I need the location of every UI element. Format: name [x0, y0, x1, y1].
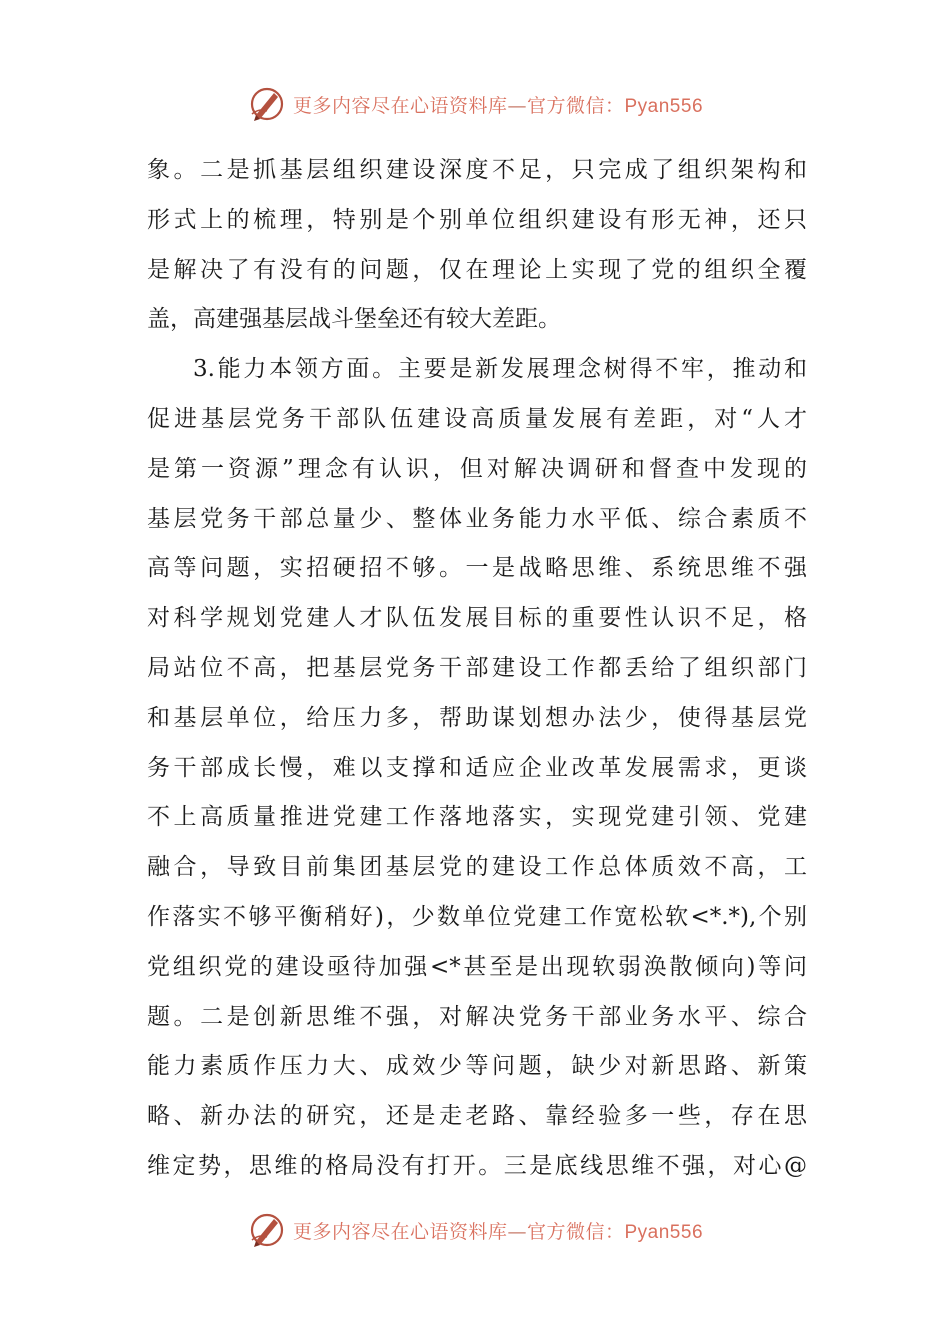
text-line: 象。二是抓基层组织建设深度不足，只完成了组织架构和: [147, 157, 807, 183]
watermark-site: 更多内容尽在心语资料库: [292, 94, 508, 117]
watermark-dash: —: [507, 94, 527, 117]
text-line: 维定势，思维的格局没有打开。三是底线思维不强，对心@: [147, 1152, 807, 1179]
watermark-text: [293, 91, 703, 118]
watermark-account: Pyan556: [624, 1221, 704, 1243]
text-line: 和基层单位，给压力多，帮助谋划想办法少，使得基层党: [147, 704, 807, 731]
text-line: 基层党务干部总量少、整体业务能力水平低、综合素质不: [147, 505, 807, 532]
text-line: 高等问题，实招硬招不够。一是战略思维、系统思维不强: [147, 555, 807, 582]
text-line: 局站位不高，把基层党务干部建设工作都丢给了组织部门: [147, 654, 807, 681]
text-line: 是解决了有没有的问题，仅在理论上实现了党的组织全覆: [147, 256, 807, 283]
text-line: 略、新办法的研究，还是走老路、靠经验多一些，存在思: [147, 1103, 807, 1130]
watermark-text: [293, 1217, 703, 1244]
text-line: 作落实不够平衡稍好)，少数单位党建工作宽松软<*.*),个别: [147, 903, 807, 930]
text-line: 务干部成长慢，难以支撑和适应企业改革发展需求，更谈: [147, 754, 807, 781]
text-line: 对科学规划党建人才队伍发展目标的重要性认识不足，格: [147, 605, 807, 632]
paragraph-2: [147, 345, 807, 1192]
pen-logo-icon: [247, 84, 287, 124]
watermark-site: 更多内容尽在心语资料库: [292, 1220, 508, 1243]
text-line: 题。二是创新思维不强，对解决党务干部业务水平、综合: [147, 1003, 807, 1030]
text-line: 党组织党的建设亟待加强<*甚至是出现软弱涣散倾向)等问: [147, 953, 807, 980]
paragraph-1: [147, 146, 807, 345]
header-watermark: [0, 82, 950, 126]
text-line: 形式上的梳理，特别是个别单位组织建设有形无神，还只: [147, 206, 807, 233]
text-line: 是第一资源”理念有认识，但对解决调研和督查中发现的: [147, 455, 807, 482]
watermark-account: Pyan556: [624, 95, 704, 117]
pen-logo-icon: [247, 1210, 287, 1250]
text-line: 不上高质量推进党建工作落地落实，实现党建引领、党建: [147, 804, 807, 831]
text-line: 3.能力本领方面。主要是新发展理念树得不牢，推动和: [193, 356, 807, 383]
watermark-suffix: 官方微信：: [526, 94, 625, 117]
text-line: 能力素质作压力大、成效少等问题，缺少对新思路、新策: [147, 1053, 807, 1080]
text-line: 促进基层党务干部队伍建设高质量发展有差距，对“人才: [147, 405, 807, 432]
watermark-dash: —: [507, 1220, 527, 1243]
document-body: [147, 146, 807, 1192]
text-line: 盖，高建强基层战斗堡垒还有较大差距。: [147, 306, 561, 333]
footer-watermark: [0, 1208, 950, 1252]
text-line: 融合，导致目前集团基层党的建设工作总体质效不高，工: [147, 854, 807, 881]
watermark-suffix: 官方微信：: [526, 1220, 625, 1243]
